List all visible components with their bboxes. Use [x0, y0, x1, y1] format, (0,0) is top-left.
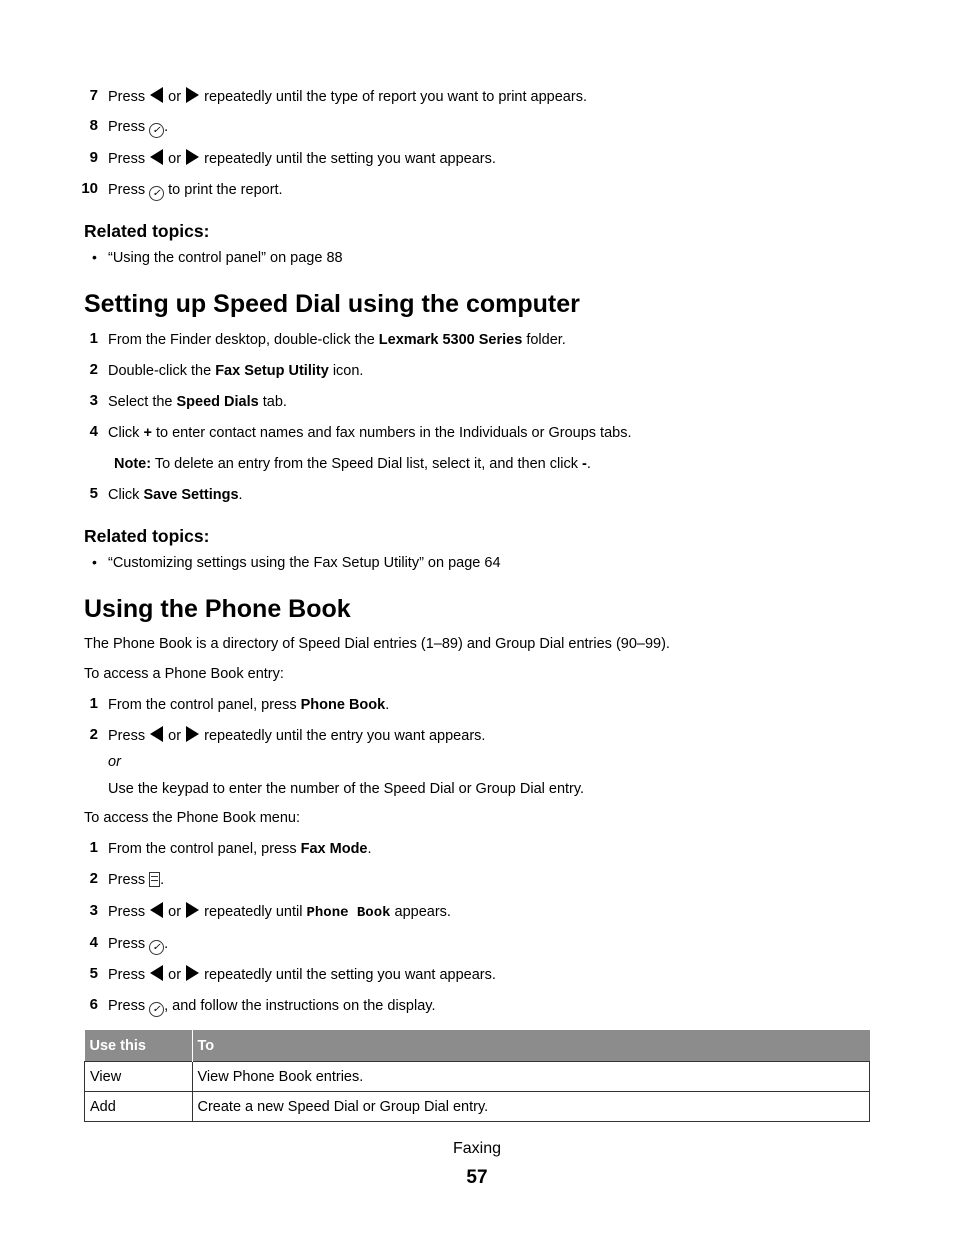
step-number: 3 — [89, 392, 98, 409]
table-cell: View — [85, 1062, 193, 1092]
step-text: Press . — [108, 872, 165, 888]
step-text: Select the Speed Dials tab. — [108, 394, 287, 410]
step-number: 6 — [89, 996, 98, 1013]
related-topics-heading: Related topics: — [84, 526, 210, 546]
intro-paragraph: The Phone Book is a directory of Speed Dial entries (1–89) and Group Dial entries (90–99). — [84, 636, 670, 652]
step-number: 1 — [89, 330, 98, 347]
right-arrow-icon — [186, 87, 199, 103]
table-row — [85, 1092, 870, 1122]
step-number: 5 — [89, 965, 98, 982]
step-text: Click Save Settings. — [108, 487, 243, 503]
ok-button-icon: ✓ — [149, 1002, 164, 1017]
step-number: 3 — [89, 902, 98, 919]
right-arrow-icon — [186, 726, 199, 742]
left-arrow-icon — [150, 726, 163, 742]
step-number: 7 — [89, 87, 98, 104]
right-arrow-icon — [186, 965, 199, 981]
step-number: 9 — [89, 149, 98, 166]
section-title: Using the Phone Book — [84, 595, 351, 623]
step-text: Press or repeatedly until the setting you want appears. — [108, 967, 496, 983]
step-number: 1 — [89, 695, 98, 712]
right-arrow-icon — [186, 902, 199, 918]
section-title: Setting up Speed Dial using the computer — [84, 290, 580, 318]
step-number: 8 — [89, 117, 98, 134]
bullet-icon: • — [92, 249, 97, 265]
column-header: Use this — [85, 1030, 193, 1062]
left-arrow-icon — [150, 965, 163, 981]
note: Note: To delete an entry from the Speed Dial list, select it, and then click -. — [114, 456, 591, 472]
step-text: Double-click the Fax Setup Utility icon. — [108, 363, 364, 379]
table-cell: Add — [85, 1092, 193, 1122]
ok-button-icon: ✓ — [149, 940, 164, 955]
or-text: or — [108, 754, 121, 770]
step-number: 10 — [81, 180, 98, 197]
step-text: Press or repeatedly until the setting you want appears. — [108, 151, 496, 167]
left-arrow-icon — [150, 149, 163, 165]
column-header: To — [192, 1030, 870, 1062]
step-text: Press ✓ , and follow the instructions on the display. — [108, 998, 436, 1015]
step-number: 4 — [89, 423, 98, 440]
table-header-row — [85, 1030, 870, 1062]
left-arrow-icon — [150, 87, 163, 103]
step-number: 2 — [89, 361, 98, 378]
subheading-text: To access the Phone Book menu: — [84, 810, 301, 826]
related-topic-link[interactable]: “Using the control panel” on page 88 — [108, 250, 343, 266]
phone-book-options-table — [84, 1030, 870, 1122]
step-text: Press or repeatedly until the entry you want appears. — [108, 728, 486, 744]
step-number: 4 — [89, 934, 98, 951]
subheading-text: To access a Phone Book entry: — [84, 666, 284, 682]
related-topic-link[interactable]: “Customizing settings using the Fax Setup Utility” on page 64 — [108, 555, 501, 571]
step-number: 2 — [89, 870, 98, 887]
footer-section-name: Faxing — [452, 1140, 502, 1157]
menu-icon — [149, 872, 160, 887]
step-text: Use the keypad to enter the number of the Speed Dial or Group Dial entry. — [108, 781, 585, 797]
step-number: 1 — [89, 839, 98, 856]
right-arrow-icon — [186, 149, 199, 165]
related-topics-heading: Related topics: — [84, 221, 210, 241]
step-text: Press ✓ . — [108, 119, 169, 136]
step-text: From the Finder desktop, double-click the Lexmark 5300 Series folder. — [108, 332, 566, 348]
step-number: 2 — [89, 726, 98, 743]
step-text: From the control panel, press Fax Mode. — [108, 841, 372, 857]
step-text: Press or repeatedly until Phone Book appears. — [108, 904, 451, 921]
step-text: Press or repeatedly until the type of report you want to print appears. — [108, 89, 587, 105]
step-text: From the control panel, press Phone Book. — [108, 697, 390, 713]
table-row — [85, 1062, 870, 1092]
table-cell: View Phone Book entries. — [192, 1062, 870, 1092]
bullet-icon: • — [92, 554, 97, 570]
step-number: 5 — [89, 485, 98, 502]
ok-button-icon: ✓ — [149, 186, 164, 201]
page-number: 57 — [466, 1167, 488, 1188]
ok-button-icon: ✓ — [149, 123, 164, 138]
step-text: Press ✓ to print the report. — [108, 182, 283, 199]
left-arrow-icon — [150, 902, 163, 918]
step-text: Press ✓ . — [108, 936, 169, 953]
step-text: Click + to enter contact names and fax numbers in the Individuals or Groups tabs. — [108, 425, 632, 441]
table-cell: Create a new Speed Dial or Group Dial entry. — [192, 1092, 870, 1122]
